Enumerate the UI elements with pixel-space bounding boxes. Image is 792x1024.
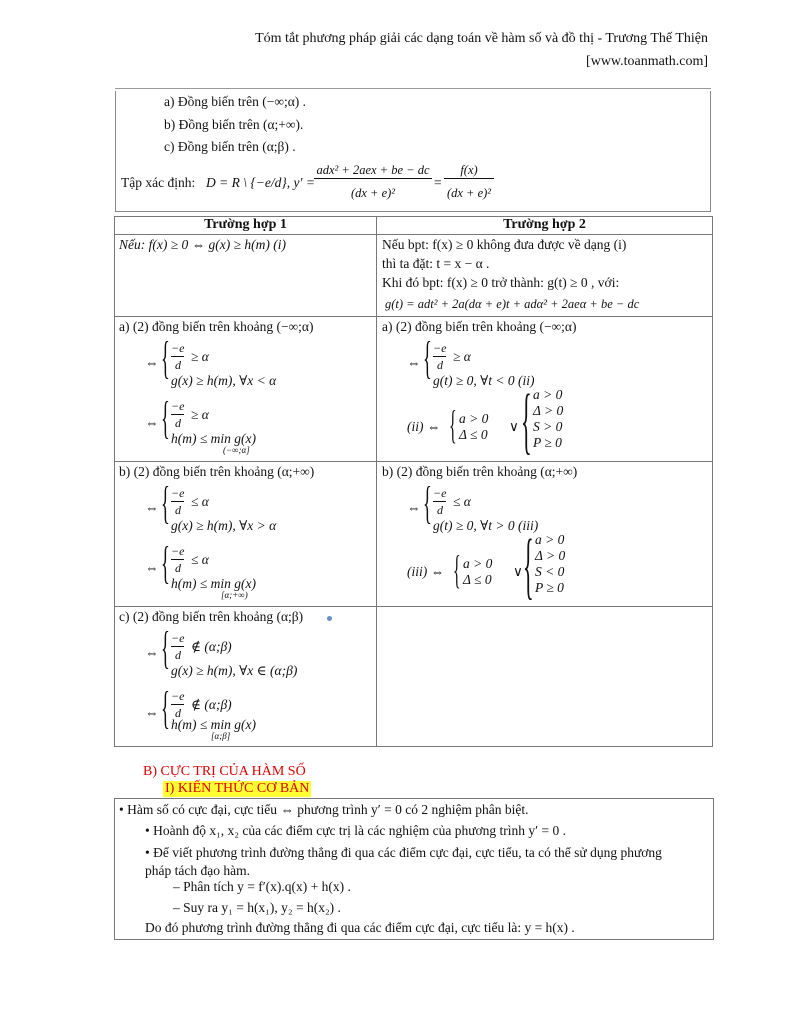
brace-symbol: { — [423, 332, 432, 383]
c1b-sub: [α;β] — [211, 731, 231, 741]
brace-symbol: { — [161, 622, 170, 673]
row-b-case2 — [377, 462, 713, 607]
sb-line-3: • Để viết phương trình đường thẳng đi qua các điểm cực đại, cực tiểu, ta có thể sử dụng phương — [145, 845, 662, 860]
header-title: Tóm tắt phương pháp giải các dạng toán về hàm số và đồ thị - Trương Thế Thiện — [255, 31, 708, 46]
brace-symbol: { — [423, 477, 432, 528]
case2-line-4: g(t) = adt² + 2a(dα + e)t + adα² + 2aeα + be − dc — [385, 297, 640, 311]
a-title-case2: a) (2) đồng biến trên khoảng (−∞;α) — [382, 319, 577, 334]
a-title-case1: a) (2) đồng biến trên khoảng (−∞;α) — [119, 319, 314, 334]
row-b-case1 — [115, 462, 377, 607]
brace-symbol: { — [523, 525, 534, 607]
sb-line-6: – Suy ra y₁ = h(x₁), y₂ = h(x₂) . — [173, 900, 341, 915]
frac-num: −e — [171, 631, 185, 645]
c1-relation: ∉ (α;β) — [191, 639, 232, 654]
c1-relation: ∉ (α;β) — [191, 697, 232, 712]
header-case-2: Trường hợp 2 — [377, 217, 713, 235]
frac-num: −e — [171, 486, 185, 500]
section-b-title: B) CỰC TRỊ CỦA HÀM SỐ — [143, 764, 306, 779]
iii-sys2-row3: S < 0 — [535, 564, 565, 579]
case1-condition: Nếu: f(x) ≥ 0 ⇔ g(x) ≥ h(m) (i) — [119, 237, 287, 252]
iff-symbol: ⇔ — [145, 560, 159, 575]
iff-symbol: ⇔ — [407, 355, 421, 370]
iii-sys1-row2: Δ ≤ 0 — [463, 572, 492, 587]
iii-sys2-row1: a > 0 — [535, 532, 565, 547]
b2-relation: ≤ α — [453, 494, 471, 509]
frac-den: d — [437, 358, 443, 372]
brace-symbol: { — [161, 332, 170, 383]
b-title-case1: b) (2) đồng biến trên khoảng (α;+∞) — [119, 464, 315, 479]
domain-expr: D = R \ {−e/d}, y′ = — [206, 175, 315, 190]
sb-line-5: – Phân tích y = f′(x).q(x) + h(x) . — [173, 879, 351, 894]
frac-den: d — [437, 503, 443, 517]
iff-symbol: ⇔ — [407, 500, 421, 515]
frac-den: d — [175, 358, 181, 372]
domain-label: Tập xác định: — [121, 175, 196, 190]
brace-symbol: { — [449, 402, 457, 447]
ii-sys2-row3: S > 0 — [533, 419, 563, 434]
iii-sys2-row2: Δ > 0 — [535, 548, 566, 563]
b1b-row2: h(m) ≤ min g(x) — [171, 576, 257, 591]
sb-line-4: pháp tách đạo hàm. — [145, 863, 250, 878]
a2-relation: ≥ α — [453, 349, 471, 364]
item-b: b) Đồng biến trên (α;+∞). — [164, 117, 304, 132]
ii-sys2-row4: P ≥ 0 — [533, 435, 562, 450]
b-title-case2: b) (2) đồng biến trên khoảng (α;+∞) — [382, 464, 578, 479]
deriv-numerator: adx² + 2aex + be − dc — [314, 163, 432, 179]
a1b-sub: (−∞;α] — [223, 445, 250, 455]
iii-label: (iii) ⇔ — [407, 564, 445, 579]
brace-symbol: { — [161, 682, 170, 733]
row-a-case2 — [377, 317, 713, 462]
frac-num: −e — [433, 341, 447, 355]
f-numerator: f(x) — [444, 163, 494, 179]
brace-symbol: { — [161, 537, 170, 588]
case2-line-3: Khi đó bpt: f(x) ≥ 0 trở thành: g(t) ≥ 0 , với: — [382, 275, 620, 290]
item-c: c) Đồng biến trên (α;β) . — [164, 139, 296, 154]
frac-den: d — [175, 503, 181, 517]
or-symbol: ∨ — [509, 419, 519, 434]
iii-sys2-row4: P ≥ 0 — [535, 580, 564, 595]
frac-den: d — [175, 416, 181, 430]
ii-label: (ii) ⇔ — [407, 419, 441, 434]
brace-symbol: { — [161, 477, 170, 528]
f-denominator: (dx + e)² — [446, 186, 492, 200]
b1-row2: g(x) ≥ h(m), ∀x > α — [171, 518, 277, 533]
top-box — [115, 91, 711, 212]
or-symbol: ∨ — [513, 564, 523, 579]
bullet-dot — [327, 616, 332, 621]
section-b-subtitle: I) KIẾN THỨC CƠ BẢN — [165, 781, 310, 796]
iff-symbol: ⇔ — [145, 645, 159, 660]
c-title-case1: c) (2) đồng biến trên khoảng (α;β) — [119, 609, 304, 624]
iff-symbol: ⇔ — [145, 415, 159, 430]
row-a-case1 — [115, 317, 377, 462]
item-a: a) Đồng biến trên (−∞;α) . — [164, 94, 307, 109]
b2-row2: g(t) ≥ 0, ∀t > 0 (iii) — [433, 518, 539, 533]
sb-line-2: • Hoành độ x₁, x₂ của các điểm cực trị là các nghiệm của phương trình y′ = 0 . — [145, 823, 566, 838]
iii-sys1-row1: a > 0 — [463, 556, 493, 571]
a1b-row2: h(m) ≤ min g(x) — [171, 431, 257, 446]
case2-line-2: thì ta đặt: t = x − α . — [382, 256, 490, 271]
c1-row2: g(x) ≥ h(m), ∀x ∈ (α;β) — [171, 663, 298, 678]
ii-sys2-row1: a > 0 — [533, 387, 563, 402]
brace-symbol: { — [453, 547, 461, 592]
c1b-row2: h(m) ≤ min g(x) — [171, 717, 257, 732]
ii-sys1-row1: a > 0 — [459, 411, 489, 426]
row-c-case1 — [115, 607, 377, 747]
header-case-1: Trường hợp 1 — [115, 217, 377, 235]
header-divider — [115, 88, 711, 89]
ii-sys2-row2: Δ > 0 — [533, 403, 564, 418]
frac-den: d — [175, 706, 181, 720]
b1-relation: ≤ α — [191, 552, 209, 567]
frac-den: d — [175, 561, 181, 575]
deriv-denominator: (dx + e)² — [350, 186, 396, 200]
iff-symbol: ⇔ — [145, 355, 159, 370]
row1-case1 — [115, 235, 377, 317]
row-c-case2-empty — [377, 607, 713, 747]
frac-num: −e — [171, 399, 185, 413]
a2-row2: g(t) ≥ 0, ∀t < 0 (ii) — [433, 373, 535, 388]
deriv-equals: = — [434, 175, 442, 190]
frac-num: −e — [171, 689, 185, 703]
frac-num: −e — [171, 341, 185, 355]
frac-num: −e — [171, 544, 185, 558]
a1-row2: g(x) ≥ h(m), ∀x < α — [171, 373, 277, 388]
section-b-box — [114, 798, 714, 940]
sb-line-1: • Hàm số có cực đại, cực tiểu ⇔ phương trình y′ = 0 có 2 nghiệm phân biệt. — [119, 802, 529, 817]
ii-sys1-row2: Δ ≤ 0 — [459, 427, 488, 442]
frac-den: d — [175, 648, 181, 662]
iff-symbol: ⇔ — [145, 500, 159, 515]
b1-relation: ≤ α — [191, 494, 209, 509]
row1-case2 — [377, 235, 713, 317]
brace-symbol: { — [161, 392, 170, 443]
frac-num: −e — [433, 486, 447, 500]
a1-relation: ≥ α — [191, 349, 209, 364]
case2-line-1: Nếu bpt: f(x) ≥ 0 không đưa được về dạng (i) — [382, 237, 627, 252]
b1b-sub: [α;+∞) — [221, 590, 248, 600]
sb-line-7: Do đó phương trình đường thẳng đi qua các điểm cực đại, cực tiểu là: y = h(x) . — [145, 920, 575, 935]
iff-symbol: ⇔ — [145, 705, 159, 720]
brace-symbol: { — [521, 380, 532, 462]
cases-table — [114, 216, 713, 747]
a1-relation: ≥ α — [191, 407, 209, 422]
header-site: [www.toanmath.com] — [586, 54, 708, 69]
